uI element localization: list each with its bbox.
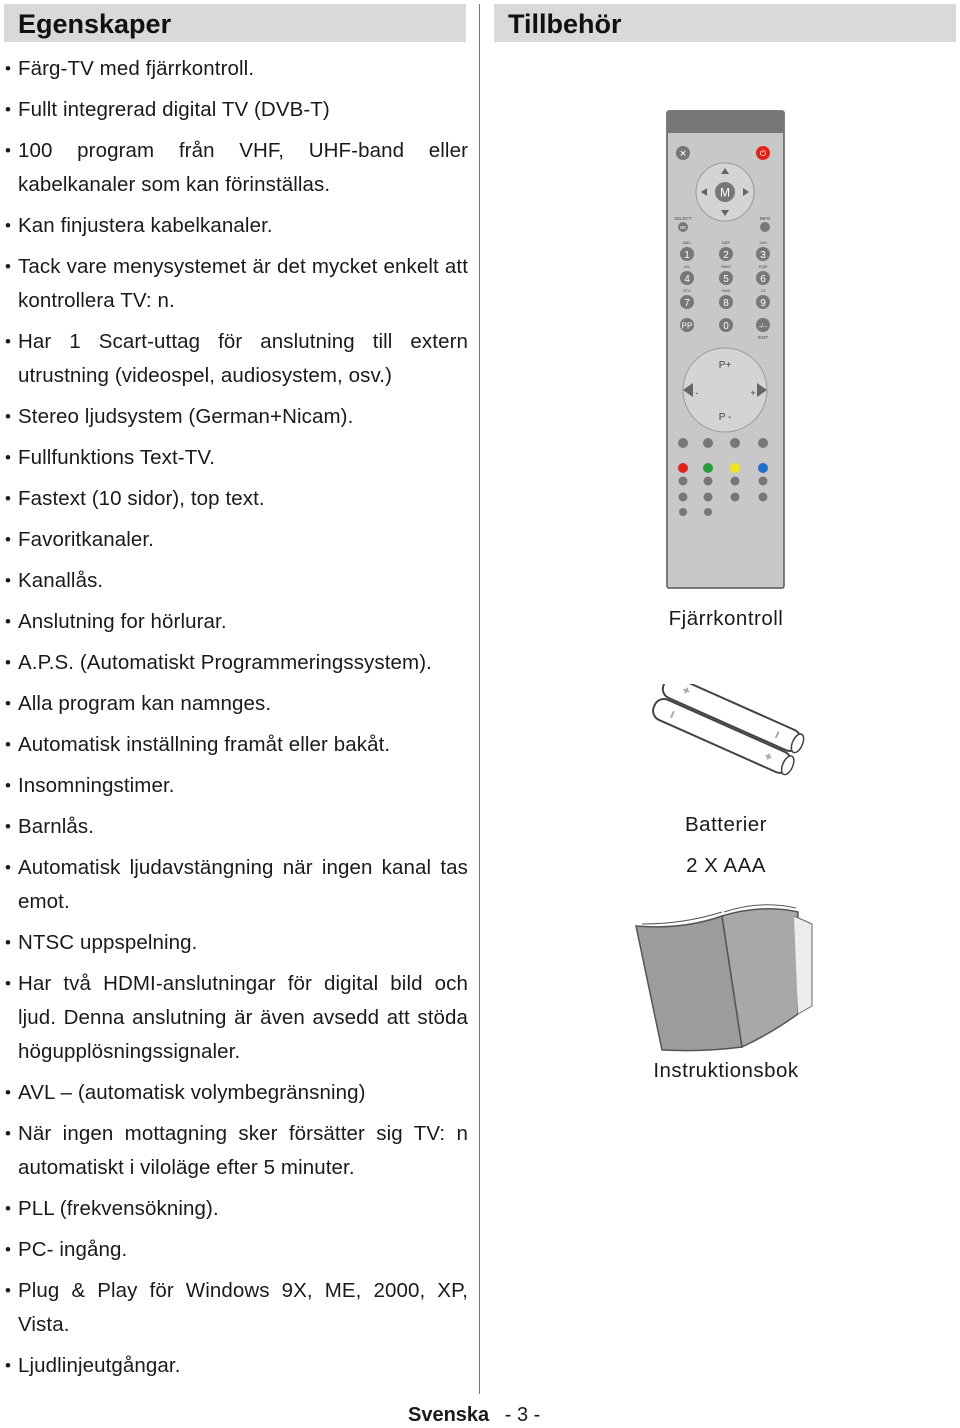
digit-letters: JKL [683, 264, 691, 269]
select-label: SELECT [674, 216, 692, 221]
ok-label: OK [679, 225, 687, 230]
battery-spec: 2 X AAA [686, 854, 766, 877]
remote-caption: Fjärrkontroll [668, 607, 784, 630]
list-item: • Plug & Play för Windows 9X, ME, 2000, XP, Vista. [4, 1274, 468, 1342]
program-down-label: P - [718, 412, 732, 423]
digit-letters: DEF [722, 240, 730, 245]
page-number: - 3 - [504, 1404, 541, 1426]
list-item: • AVL – (automatisk volymbegränsning) [4, 1076, 468, 1110]
list-item: • Fullt integrerad digital TV (DVB-T) [4, 93, 468, 127]
digit-key: 9 [760, 298, 766, 309]
list-item: • Alla program kan namnges. [4, 687, 468, 721]
pp-key: PP [681, 321, 693, 331]
list-item: • Automatisk ljudavstängning när ingen kanal tas emot. [4, 851, 468, 919]
remote-control-illustration [666, 110, 786, 595]
exit-label: EXIT [757, 335, 769, 340]
digit-letters: MNO [721, 264, 731, 269]
list-item: • Kanallås. [4, 564, 468, 598]
volume-down-label: - [695, 388, 699, 398]
mute-icon [676, 146, 690, 160]
list-item: • Kan finjustera kabelkanaler. [4, 209, 468, 243]
digit-letters: PQR [758, 264, 768, 269]
list-item: • Barnlås. [4, 810, 468, 844]
svg-text:✕: ✕ [679, 148, 687, 159]
power-icon [756, 146, 770, 160]
list-item: • A.P.S. (Automatiskt Programmeringssystem). [4, 646, 468, 680]
batteries-illustration [645, 684, 805, 789]
dash-key: -/-- [758, 323, 768, 330]
feature-list [4, 52, 468, 1390]
menu-key-label: M [720, 185, 730, 200]
digit-key: 7 [684, 298, 690, 309]
svg-text:⏻: ⏻ [759, 149, 767, 158]
digit-letters: YZ [760, 288, 766, 293]
list-item: • PLL (frekvensökning). [4, 1192, 468, 1226]
digit-key: 2 [723, 250, 729, 261]
list-item: • Automatisk inställning framåt eller bakåt. [4, 728, 468, 762]
list-item: • Har 1 Scart-uttag för anslutning till extern utrustning (videospel, audiosystem, osv.) [4, 325, 468, 393]
digit-key: 1 [684, 250, 690, 261]
list-item: • Har två HDMI-anslutningar för digital bild och ljud. Denna anslutning är även avsedd att stöda högupplösningssignaler. [4, 967, 468, 1069]
digit-key: 8 [723, 298, 729, 309]
features-heading: Egenskaper [4, 4, 466, 42]
list-item: • Insomningstimer. [4, 769, 468, 803]
info-label: INFO [759, 216, 771, 221]
digit-letters: VWX [721, 288, 731, 293]
digit-key: 3 [760, 250, 766, 261]
digit-key: 4 [684, 274, 690, 285]
digit-letters: GHI [759, 240, 767, 245]
list-item: • Tack vare menysystemet är det mycket enkelt att kontrollera TV: n. [4, 250, 468, 318]
digit-letters: STU [683, 288, 691, 293]
list-item: • PC- ingång. [4, 1233, 468, 1267]
list-item: • Anslutning for hörlurar. [4, 605, 468, 639]
digit-key: 6 [760, 274, 766, 285]
accessories-heading: Tillbehör [494, 4, 956, 42]
battery-caption: Batterier [685, 813, 767, 836]
column-divider [479, 4, 480, 1394]
list-item: • När ingen mottagning sker försätter sig TV: n automatiskt i viloläge efter 5 minuter. [4, 1117, 468, 1185]
digit-key: 0 [723, 321, 729, 332]
volume-up-label: + [750, 388, 756, 398]
digit-letters: ABC [682, 240, 692, 245]
list-item: • Fullfunktions Text-TV. [4, 441, 468, 475]
list-item: • 100 program från VHF, UHF-band eller kabelkanaler som kan förinställas. [4, 134, 468, 202]
page-footer [408, 1404, 540, 1427]
manual-caption: Instruktionsbok [653, 1059, 799, 1082]
instruction-book-illustration [632, 902, 822, 1057]
list-item: • NTSC uppspelning. [4, 926, 468, 960]
digit-key: 5 [723, 274, 729, 285]
list-item: • Ljudlinjeutgångar. [4, 1349, 468, 1383]
program-up-label: P+ [718, 360, 732, 371]
list-item: • Stereo ljudsystem (German+Nicam). [4, 400, 468, 434]
list-item: • Fastext (10 sidor), top text. [4, 482, 468, 516]
list-item: • Färg-TV med fjärrkontroll. [4, 52, 468, 86]
footer-language: Svenska [408, 1404, 490, 1426]
list-item: • Favoritkanaler. [4, 523, 468, 557]
